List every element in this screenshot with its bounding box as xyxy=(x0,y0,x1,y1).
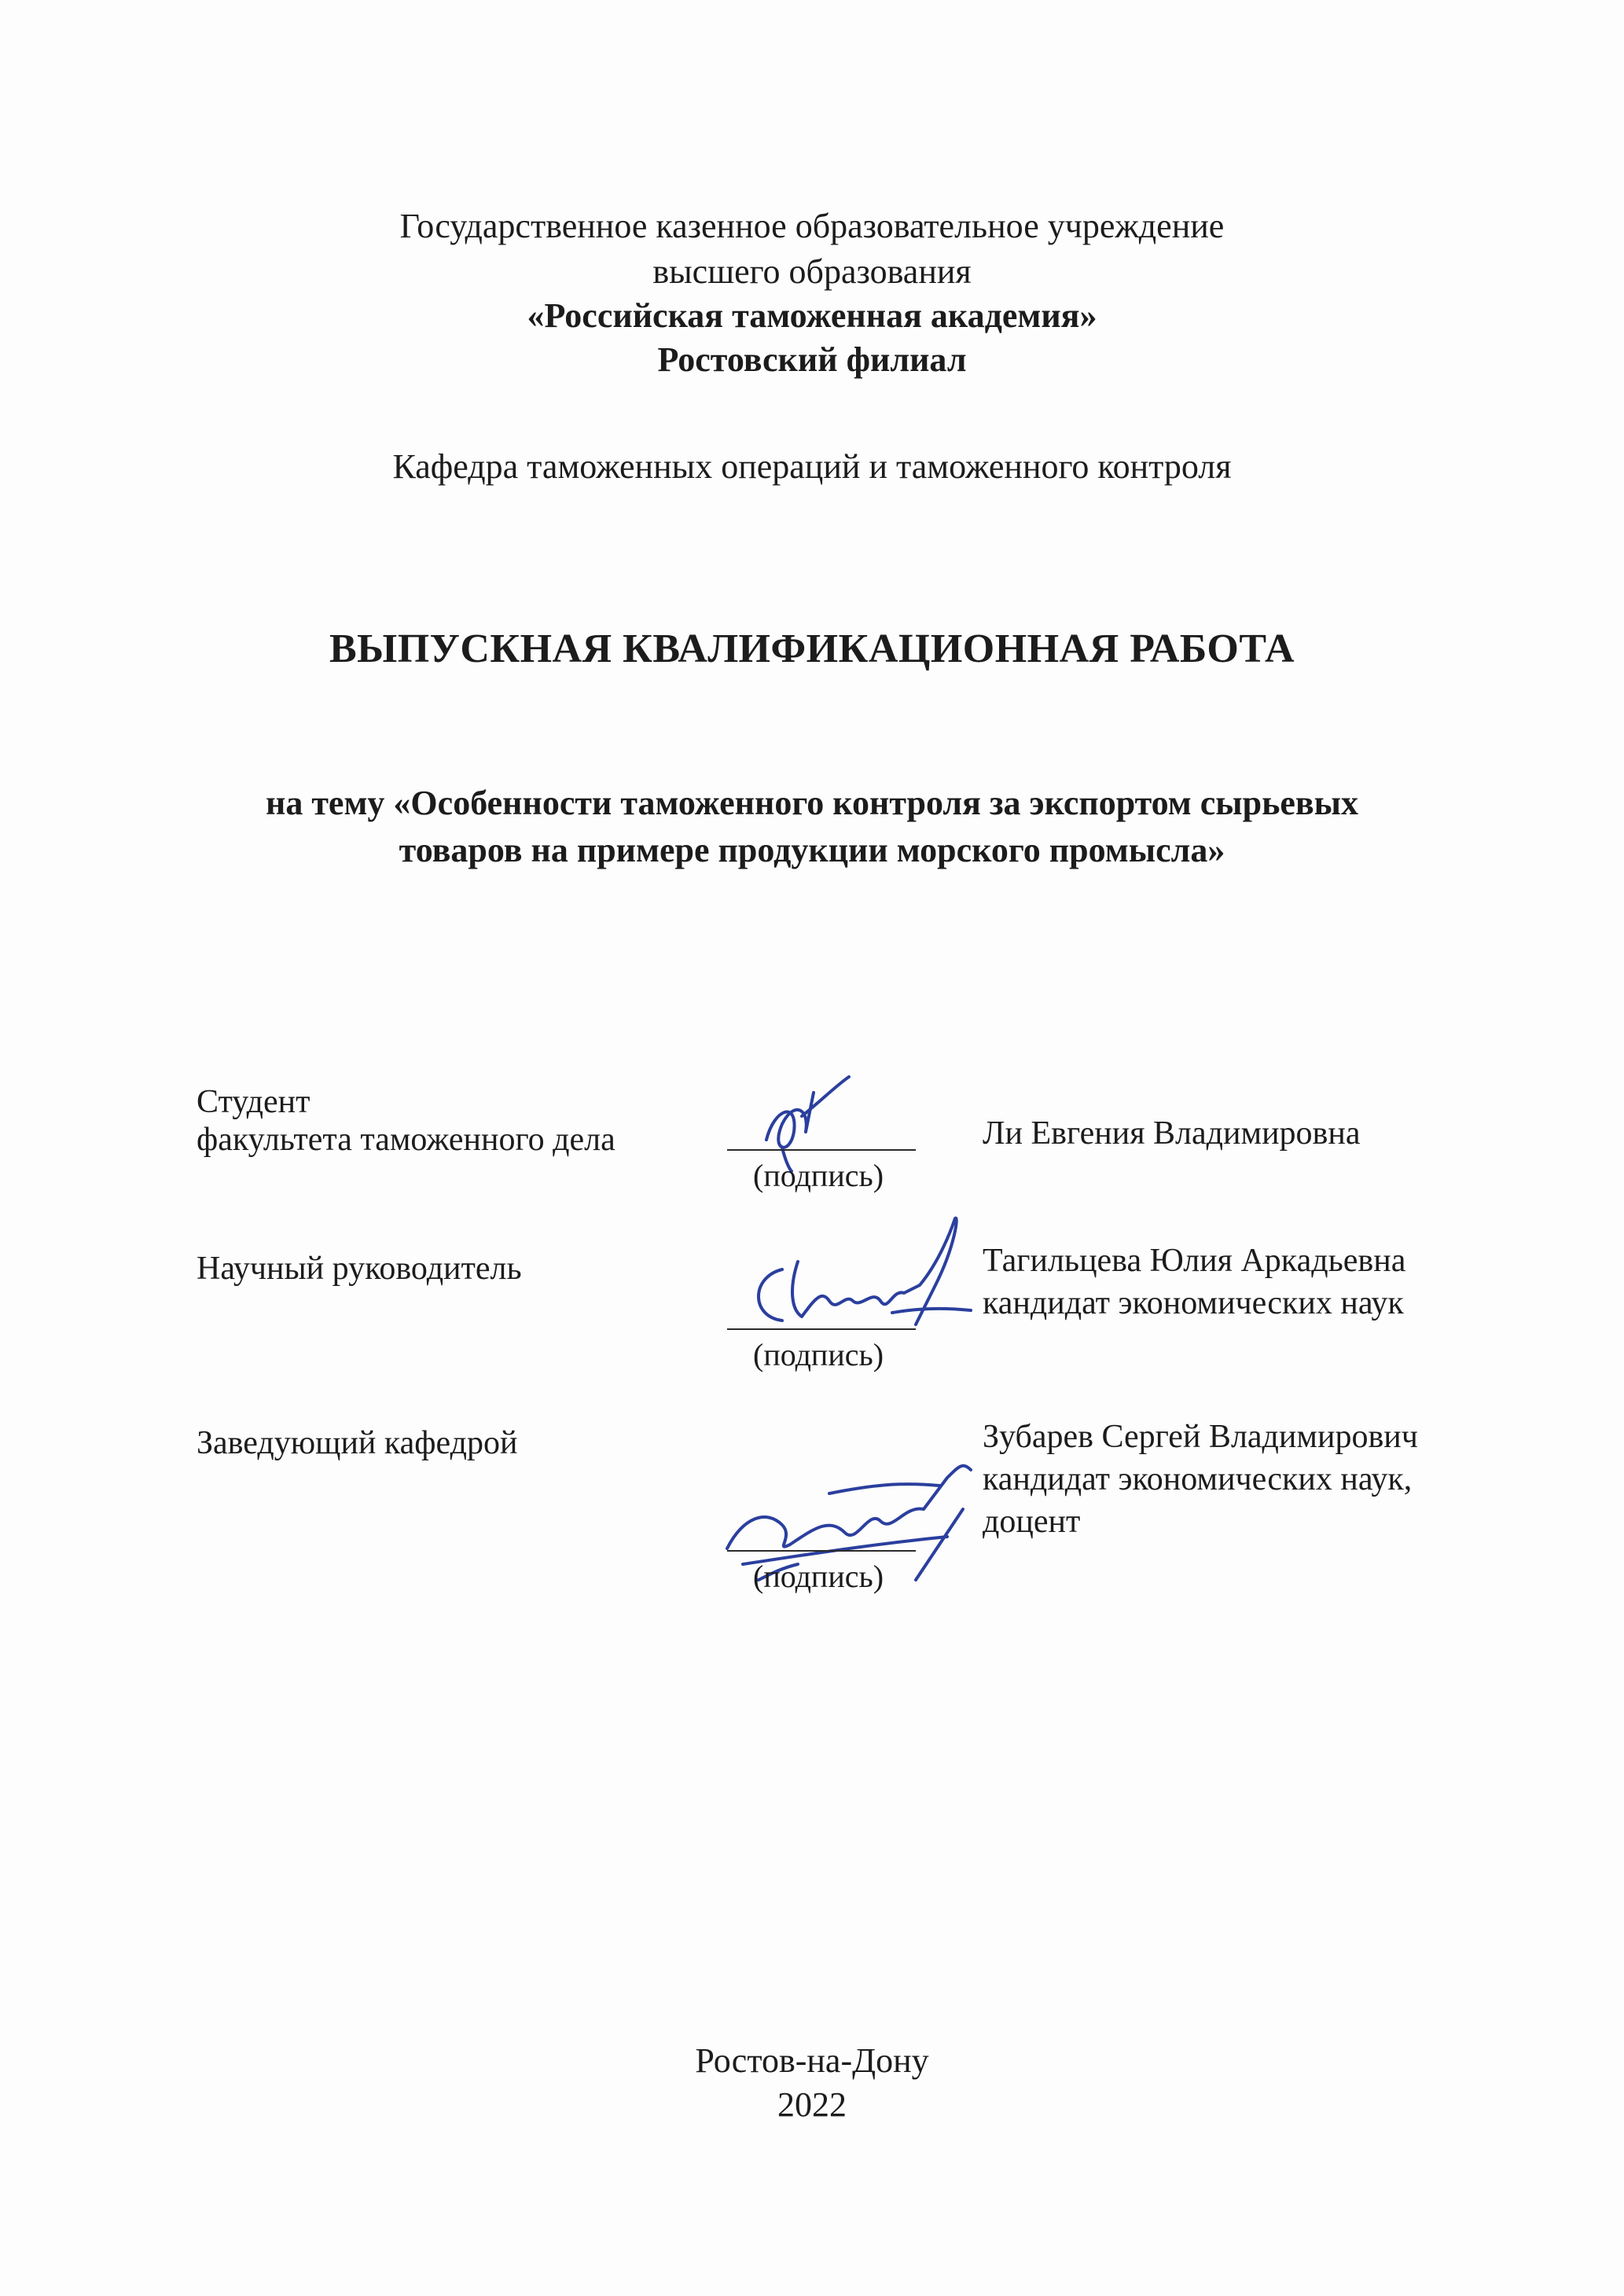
supervisor-role: Научный руководитель xyxy=(197,1251,522,1287)
academy-name: «Российская таможенная академия» xyxy=(527,296,1097,335)
student-name: Ли Евгения Владимировна xyxy=(983,1115,1361,1152)
topic-line-1: на тему «Особенности таможенного контроля за экспортом сырьевых xyxy=(265,784,1359,822)
head-rank: доцент xyxy=(983,1504,1081,1540)
student-role-line-2: факультета таможенного дела xyxy=(197,1122,615,1158)
supervisor-degree: кандидат экономических наук xyxy=(983,1285,1404,1321)
institution-line-2: высшего образования xyxy=(652,252,972,291)
student-signature-caption: (подпись) xyxy=(753,1158,884,1193)
head-signature-line xyxy=(727,1550,916,1552)
supervisor-name: Тагильцева Юлия Аркадьевна xyxy=(983,1243,1406,1279)
supervisor-signature-line xyxy=(727,1328,916,1330)
supervisor-signature xyxy=(735,1214,971,1332)
institution-line-1: Государственное казенное образовательное учреждение xyxy=(399,207,1225,245)
supervisor-signature-caption: (подпись) xyxy=(753,1337,884,1372)
head-name: Зубарев Сергей Владимирович xyxy=(983,1419,1418,1455)
branch-name: Ростовский филиал xyxy=(657,340,967,379)
head-degree: кандидат экономических наук, xyxy=(983,1461,1413,1497)
student-role-line-1: Студент xyxy=(197,1084,310,1120)
year: 2022 xyxy=(777,2085,847,2124)
city: Ростов-на-Дону xyxy=(695,2041,929,2080)
work-title: ВЫПУСКНАЯ КВАЛИФИКАЦИОННАЯ РАБОТА xyxy=(329,626,1295,671)
topic-line-2: товаров на примере продукции морского промысла» xyxy=(399,831,1225,869)
head-role: Заведующий кафедрой xyxy=(197,1425,518,1461)
head-signature-caption: (подпись) xyxy=(753,1559,884,1594)
student-signature-line xyxy=(727,1149,916,1151)
department-name: Кафедра таможенных операций и таможенного контроля xyxy=(392,447,1232,486)
